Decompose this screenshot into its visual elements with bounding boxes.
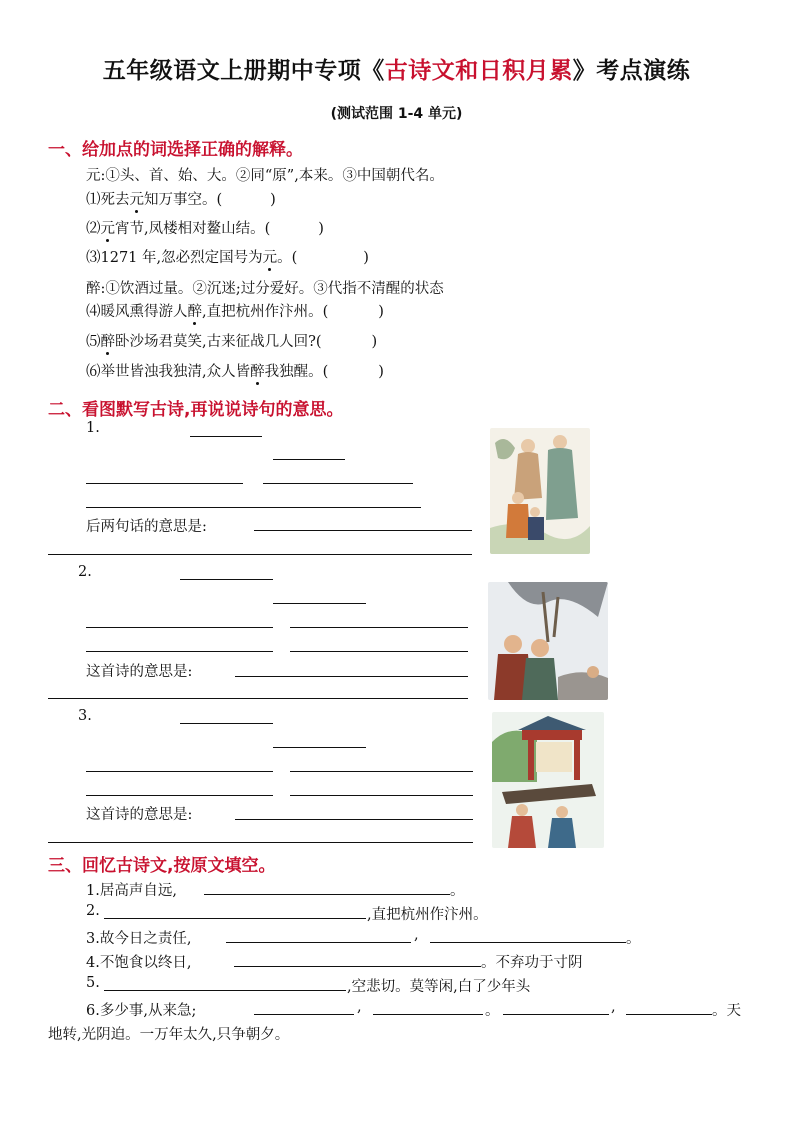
poem3-meaning-label: 这首诗的意思是:: [86, 807, 193, 823]
section1-heading: 一、给加点的词选择正确的解释。: [48, 140, 303, 160]
poem2-meaning-label: 这首诗的意思是:: [86, 664, 193, 680]
fill-1-prefix: 1.居高声自远,: [86, 883, 177, 899]
fill-6-sep: ,: [611, 999, 616, 1015]
fill-6-blank[interactable]: [626, 1014, 712, 1015]
poem3-line-blank[interactable]: [290, 771, 473, 772]
poem1-title-blank[interactable]: [190, 436, 262, 437]
poem2-line-blank[interactable]: [86, 651, 273, 652]
poem1-meaning-blank[interactable]: [254, 530, 472, 531]
fill-5-blank[interactable]: [104, 990, 346, 991]
poem2-meaning-blank[interactable]: [235, 676, 468, 677]
poem3-line-blank[interactable]: [86, 795, 273, 796]
fill-2-blank[interactable]: [104, 918, 366, 919]
poem3-title-blank[interactable]: [180, 723, 273, 724]
poem1-illustration: [490, 428, 590, 554]
q5: ⑸醉卧沙场君莫笑,古来征战几人回?( ): [86, 334, 378, 350]
fill-3-sep: ,: [414, 927, 419, 943]
poem2-meaning-blank[interactable]: [48, 698, 468, 699]
fill-3-blank[interactable]: [226, 942, 411, 943]
page-subtitle: (测试范围 1-4 单元): [330, 106, 463, 122]
fill-6-blank[interactable]: [373, 1014, 483, 1015]
fill-6-blank[interactable]: [254, 1014, 354, 1015]
fill-5-prefix: 5.: [86, 975, 100, 991]
poem3-number: 3.: [78, 708, 92, 724]
poem1-meaning-label: 后两句话的意思是:: [86, 519, 207, 535]
fill-6-continuation: 地转,光阴迫。一万年太久,只争朝夕。: [48, 1027, 290, 1043]
poem3-line-blank[interactable]: [290, 795, 473, 796]
poem3-meaning-blank[interactable]: [48, 842, 473, 843]
q2: ⑵元宵节,凤楼相对鳌山结。( ): [86, 221, 324, 237]
dotted-char: 元: [129, 192, 144, 208]
poem2-author-blank[interactable]: [273, 603, 366, 604]
poem3-author-blank[interactable]: [273, 747, 366, 748]
poem2-line-blank[interactable]: [290, 627, 468, 628]
poem2-line-blank[interactable]: [290, 651, 468, 652]
fill-6-prefix: 6.多少事,从来急;: [86, 1003, 197, 1019]
fill-5-suffix: ,空悲切。莫等闲,白了少年头: [347, 979, 531, 995]
fill-4-blank[interactable]: [234, 966, 481, 967]
poem2-title-blank[interactable]: [180, 579, 273, 580]
poem1-author-blank[interactable]: [273, 459, 345, 460]
dotted-char: 醉: [100, 334, 115, 350]
fill-1-blank[interactable]: [204, 894, 450, 895]
yuan-definition: 元:①头、首、始、大。②同“原”,本来。③中国朝代名。: [86, 168, 444, 184]
fill-4-prefix: 4.不饱食以终日,: [86, 955, 192, 971]
poem3-meaning-blank[interactable]: [235, 819, 473, 820]
poem2-illustration: [488, 582, 608, 700]
zui-definition: 醉:①饮酒过量。②沉迷;过分爱好。③代指不清醒的状态: [86, 281, 444, 297]
poem2-line-blank[interactable]: [86, 627, 273, 628]
section3-heading: 三、回忆古诗文,按原文填空。: [48, 856, 276, 876]
poem1-line-blank[interactable]: [86, 483, 243, 484]
q3: ⑶1271 年,忽必烈定国号为元。( ): [86, 250, 369, 266]
poem1-line-blank[interactable]: [86, 507, 421, 508]
poem2-number: 2.: [78, 564, 92, 580]
dotted-char: 醉: [250, 364, 265, 380]
fill-6-blank[interactable]: [503, 1014, 609, 1015]
fill-6-sep: 。: [485, 1003, 500, 1019]
poem3-illustration: [492, 712, 604, 848]
fill-3-blank[interactable]: [430, 942, 626, 943]
fill-1-suffix: 。: [450, 883, 465, 899]
fill-6-suffix: 。天: [712, 1003, 741, 1019]
poem1-meaning-blank[interactable]: [48, 554, 472, 555]
fill-4-suffix: 。不弃功于寸阴: [481, 955, 583, 971]
q6: ⑹举世皆浊我独清,众人皆醉我独醒。( ): [86, 364, 384, 380]
poem1-line-blank[interactable]: [263, 483, 413, 484]
fill-3-prefix: 3.故今日之责任,: [86, 931, 192, 947]
fill-2-suffix: ,直把杭州作汴州。: [367, 907, 488, 923]
poem1-number: 1.: [86, 420, 100, 436]
page-title: 五年级语文上册期中专项《古诗文和日积月累》考点演练: [102, 58, 691, 84]
poem3-line-blank[interactable]: [86, 771, 273, 772]
fill-2-prefix: 2.: [86, 903, 100, 919]
title-highlight: 古诗文和日积月累: [384, 58, 573, 84]
dotted-char: 元: [100, 221, 115, 237]
fill-6-sep: ,: [357, 999, 362, 1015]
dotted-char: 元: [262, 250, 278, 266]
q4: ⑷暖风熏得游人醉,直把杭州作汴州。( ): [86, 304, 384, 320]
dotted-char: 醉: [187, 304, 202, 320]
q1: ⑴死去元知万事空。( ): [86, 192, 276, 208]
section2-heading: 二、看图默写古诗,再说说诗句的意思。: [48, 400, 344, 420]
fill-3-suffix: 。: [626, 931, 641, 947]
